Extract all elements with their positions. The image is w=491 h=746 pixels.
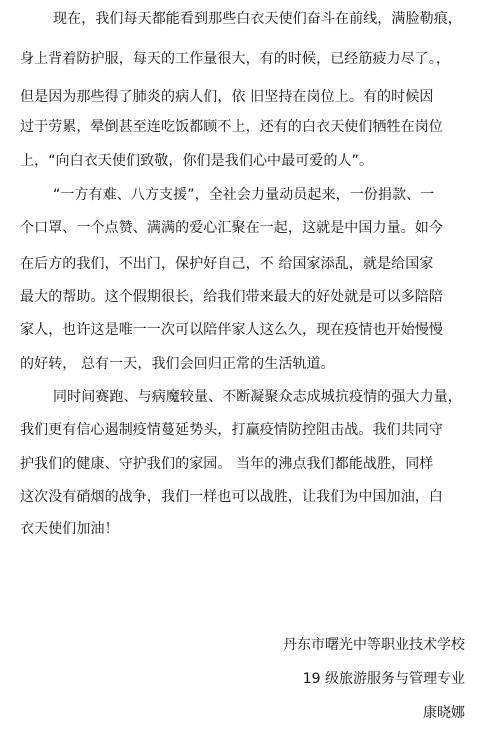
paragraph-3-line-2: 我们更有信心遏制疫情蔓延势头，打赢疫情防控阻击战。我们共同守: [20, 422, 443, 438]
paragraph-3-line-1: 同时间赛跑、与病魔较量、不断凝聚众志成城抗疫情的强大力量，: [53, 389, 462, 405]
paragraph-2-line-4: 最大的帮助。这个假期很长，给我们带来最大的好处就是可以多陪陪: [20, 289, 443, 305]
paragraph-2-line-2: 个口罩、一个点赞、满满的爱心汇聚在一起，这就是中国力量。如今: [20, 220, 443, 236]
signature-name: 康晓娜: [423, 705, 465, 721]
paragraph-2-line-5: 家人，也许这是唯一一次可以陪伴家人这么久，现在疫情也开始慢慢: [20, 322, 443, 338]
paragraph-1-line-4: 过于劳累，晕倒甚至连吃饭都顾不上，还有的白衣天使们牺牲在岗位: [20, 119, 443, 135]
paragraph-2-line-1: “一方有难、八方支援”，全社会力量动员起来，一份捐款、一: [53, 187, 435, 203]
paragraph-3-line-5: 衣天使们加油！: [20, 521, 119, 537]
signature-class: 19 级旅游服务与管理专业: [302, 671, 465, 687]
paragraph-1-line-1: 现在，我们每天都能看到那些白衣天使们奋斗在前线，满脸勒痕，: [53, 11, 462, 27]
paragraph-1-line-2: 身上背着防护服，每天的工作量很大，有的时候，已经筋疲力尽了。，: [20, 51, 451, 67]
paragraph-1-line-3: 但是因为那些得了肺炎的病人们，依 旧坚持在岗位上。有的时候因: [20, 89, 434, 105]
paragraph-3-line-3: 护我们的健康、守护我们的家园。 当年的沸点我们都能战胜，同样: [20, 456, 434, 472]
signature-school: 丹东市曙光中等职业技术学校: [283, 637, 465, 653]
paragraph-1-line-5: 上，“向白衣天使们致敬，你们是我们心中最可爱的人”。: [20, 153, 374, 169]
paragraph-2-line-6: 的好转， 总有一天，我们会回归正常的生活轨道。: [20, 356, 335, 372]
paragraph-2-line-3: 在后方的我们，不出门，保护好自己，不 给国家添乱，就是给国家: [20, 256, 434, 272]
paragraph-3-line-4: 这次没有硝烟的战争，我们一样也可以战胜，让我们为中国加油，白: [20, 489, 443, 505]
